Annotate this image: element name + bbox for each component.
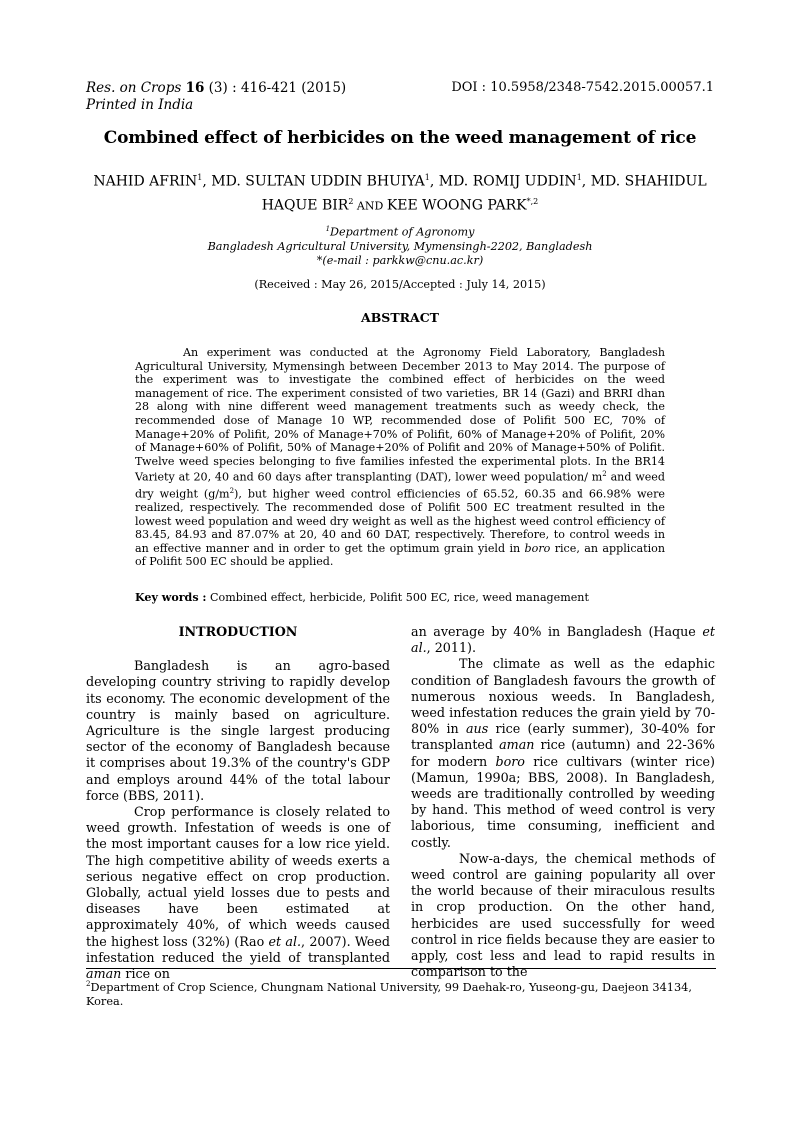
keywords [135, 591, 675, 604]
doi: DOI : 10.5958/2348-7542.2015.00057.1 [451, 80, 714, 95]
author-list [70, 168, 730, 216]
journal-issue-pages: (3) : 416-421 (2015) [204, 80, 347, 96]
author-line-2 [70, 192, 730, 217]
university: Bangladesh Agricultural University, Mymensingh-2202, Bangladesh [207, 239, 593, 253]
author-sep: , [429, 173, 439, 190]
journal-citation [86, 80, 346, 114]
footnote-text: Department of Crop Science, Chungnam National University, 99 Daehak-ro, Yuseong-gu, Daejeon 34134, Korea. [86, 980, 692, 1008]
keywords-label: Key words : [135, 591, 207, 604]
paragraph: Now-a-days, the chemical methods of weed control are gaining popularity all over the world because of their miraculous results in crop production. On the other hand, herbicides are used successfully for weed control in rice fields because they are easier to apply, cost less and lead to rapid results in comparison to the [411, 850, 715, 980]
abstract-heading: ABSTRACT [361, 310, 439, 325]
author: KEE WOONG PARK [386, 197, 527, 214]
author-affil-mark: 1 [197, 173, 203, 182]
author: MD. ROMIJ UDDIN [438, 173, 577, 190]
footnote-mark: 2 [86, 980, 91, 988]
author-sep: , [581, 173, 591, 190]
footnote [86, 977, 726, 1009]
abstract-text: An experiment was conducted at the Agronomy Field Laboratory, Bangladesh Agricultural University, Mymensingh between December 2013 to May 2014. The purpose of the experiment was to investigate the combined effect of herbicides on the weed management of rice. The experiment consisted of two varieties, BR 14 (Gazi) and BRRI dhan 28 along with nine different weed management treatments such as weedy check, the recommended dose of Manage 10 WP, recommended dose of Polifit 500 EC, 70% of Manage+20% of Polifit, 20% of Manage+70% of Polifit, 60% of Manage+20% of Polifit, 20% of Manage+60% of Polifit, 50% of Manage+20% of Polifit and 20% of Manage+50% of Polifit. Twelve weed species belonging to five families infested the experimental plots. In the BR14 Variety at 20, 40 and 60 days after transplanting (DAT), lower weed population/ $m^2$ and weed dry weight $(g/m^2)$, but higher weed control efficiencies of 65.52, 60.35 and 66.98% were realized, respectively. The recommended dose of Polifit 500 EC treatment resulted in the lowest weed population and weed dry weight as well as the highest weed control efficiency of 83.45, 84.93 and 87.07% at 20, 40 and 60 DAT, respectively. Therefore, to control weeds in an effective manner and in order to get the optimum grain yield in boro rice, an application of Polifit 500 EC should be applied. [135, 346, 665, 569]
corresponding-email: *(e-mail : parkkw@cnu.ac.kr) [316, 253, 484, 267]
author: MD. SHAHIDUL [590, 173, 707, 190]
author: MD. SULTAN UDDIN BHUIYA [211, 173, 425, 190]
affil-mark: 1 [325, 225, 331, 233]
author: NAHID AFRIN [93, 173, 198, 190]
author-sep: , [202, 173, 212, 190]
section-heading-introduction: INTRODUCTION [178, 624, 298, 639]
keywords-text: Combined effect, herbicide, Polifit 500 EC, rice, weed management [206, 591, 589, 604]
column-right [411, 624, 715, 980]
author-line-1 [70, 168, 730, 192]
author-affil-mark: 1 [576, 173, 582, 182]
author-affil-mark: 1 [424, 173, 430, 182]
paragraph: The climate as well as the edaphic condition of Bangladesh favours the growth of numerous noxious weeds. In Bangladesh, weed infestation reduces the grain yield by 70-80% in aus rice (early summer), 30-40% for transplanted aman rice (autumn) and 22-36% for modern boro rice cultivars (winter rice) (Mamun, 1990a; BBS, 2008). In Bangladesh, weeds are traditionally controlled by weeding by hand. This method of weed control is very laborious, time consuming, inefficient and costly. [411, 656, 715, 850]
author-affil-mark: 2 [348, 196, 354, 206]
received-dates: (Received : May 26, 2015/Accepted : July 14, 2015) [254, 278, 546, 291]
paragraph-continued: an average by 40% in Bangladesh (Haque et al., 2011). [411, 624, 715, 656]
author: HAQUE BIR [261, 197, 349, 214]
author-and: AND [353, 199, 387, 213]
column-left [86, 624, 390, 982]
printed-in: Printed in India [86, 97, 194, 113]
journal-volume: 16 [185, 80, 205, 96]
paragraph: Crop performance is closely related to weed growth. Infestation of weeds is one of the most important causes for a low rice yield. The high competitive ability of weeds exerts a serious negative effect on crop production. Globally, actual yield losses due to pests and diseases have been estimated at approximately 40%, of which weeds caused the highest loss (32%) (Rao et al., 2007). Weed infestation reduced the yield of transplanted aman rice on [86, 804, 391, 982]
affiliation [80, 222, 720, 268]
journal-name: Res. on Crops [86, 80, 182, 96]
paragraph: Bangladesh is an agro-based developing country striving to rapidly develop its economy. The economic development of the country is mainly based on agriculture. Agriculture is the single largest producing sector of the economy of Bangladesh because it comprises about 19.3% of the country's GDP and employs around 44% of the total labour force (BBS, 2011). [86, 658, 390, 803]
footnote-divider [86, 968, 716, 969]
paper-title: Combined effect of herbicides on the weed management of rice [103, 128, 697, 148]
department: Department of Agronomy [330, 225, 475, 239]
author-affil-mark: *,2 [526, 196, 539, 206]
